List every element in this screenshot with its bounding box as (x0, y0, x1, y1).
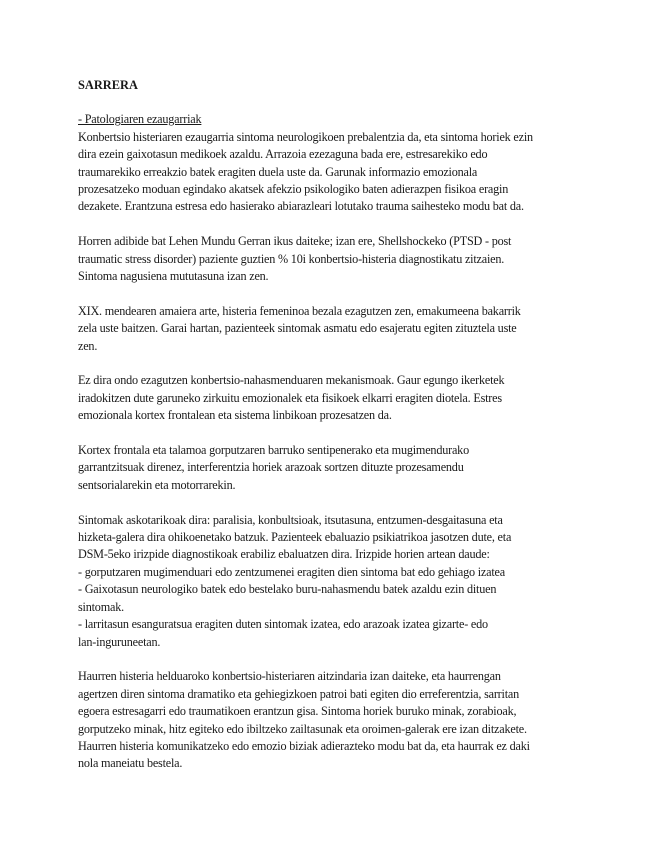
paragraph-line: hizketa-galera dira ohikoenetako batzuk. Pazienteek ebaluazio psikiatrikoa jasotzen dute, eta (78, 530, 512, 545)
paragraph-line: Kortex frontala eta talamoa gorputzaren barruko sentipenerako eta mugimendurako (78, 443, 469, 458)
document-title: SARRERA (78, 78, 138, 92)
paragraph-line: prozesatzeko moduan egindako akatsek afekzio psikologiko baten adierazpen fisikoa eragin (78, 182, 509, 197)
paragraph-line: traumarekiko erreakzio batek eragiten duela uste da. Garunak informazio emozionala (78, 164, 478, 179)
paragraph-line: garrantzitsuak direnez, interferentzia horiek arazoak sortzen dituzte prozesamendu (78, 460, 464, 475)
paragraph-line: nola maneiatu bestela. (78, 756, 183, 771)
paragraph (78, 442, 578, 494)
paragraph-line: - Gaixotasun neurologiko batek edo bestelako buru-nahasmendu batek azaldu ezin dituen (78, 582, 497, 597)
section-subtitle: - Patologiaren ezaugarriak (78, 112, 202, 127)
paragraph-line: agertzen diren sintoma dramatiko eta gehiegizkoen patroi bati egiten dio erreferentzia, sarritan (78, 686, 520, 701)
paragraph-line: egoera estresagarri edo traumatikoen erantzun gisa. Sintoma horiek buruko minak, zorabioak, (78, 704, 517, 719)
paragraph-line: XIX. mendearen amaiera arte, histeria femeninoa bezala ezagutzen zen, emakumeena bakarrik (78, 303, 521, 318)
paragraph-line: emozionala kortex frontalean eta sistema linbikoan prozesatzen da. (78, 408, 392, 423)
paragraph (78, 668, 578, 772)
paragraph (78, 372, 578, 424)
paragraph-line: dira ezein gaixotasun medikoek azaldu. Arrazoia ezezaguna bada ere, estresarekiko edo (78, 147, 488, 162)
paragraph-line: Horren adibide bat Lehen Mundu Gerran ikus daiteke; izan ere, Shellshockeko (PTSD - post (78, 234, 512, 249)
paragraph (78, 303, 578, 355)
paragraph-line: traumatic stress disorder) paziente guztien % 10i konbertsio-histeria diagnostikatu zitzaien. (78, 251, 505, 266)
paragraph-line: gorputzeko minak, hitz egiteko edo ibiltzeko zailtasunak eta oroimen-galerak ere izan ditzakete. (78, 721, 527, 736)
paragraph-line: Sintoma nagusiena mututasuna izan zen. (78, 269, 269, 284)
paragraph-line: - gorputzaren mugimenduari edo zentzumenei eragiten dien sintoma bat edo gehiago izatea (78, 564, 505, 579)
paragraph (78, 233, 578, 285)
document-body (78, 77, 578, 790)
paragraph-line: iradokitzen dute garuneko zirkuitu emozionalek eta fisikoek elkarri eragiten diotela. Estres (78, 390, 502, 405)
paragraph-line: sintomak. (78, 599, 124, 614)
paragraph-line: DSM-5eko irizpide diagnostikoak erabiliz ebaluatzen dira. Irizpide horien artean daude: (78, 547, 490, 562)
paragraph-line: Haurren histeria helduaroko konbertsio-histeriaren aitzindaria izan daiteke, eta haurrengan (78, 669, 501, 684)
paragraph-line: Ez dira ondo ezagutzen konbertsio-nahasmenduaren mekanismoak. Gaur egungo ikerketek (78, 373, 505, 388)
paragraph (78, 512, 578, 651)
paragraph-line: Sintomak askotarikoak dira: paralisia, konbultsioak, itsutasuna, entzumen-desgaitasuna eta (78, 512, 503, 527)
paragraph-line: lan-inguruneetan. (78, 634, 161, 649)
paragraph-line: dezakete. Erantzuna estresa edo hasierako abiarazleari lotutako trauma saihesteko modu bat da. (78, 199, 524, 214)
paragraph (78, 129, 578, 216)
paragraph-line: - larritasun esanguratsua eragiten duten sintomak izatea, edo arazoak izatea gizarte- edo (78, 617, 488, 632)
paragraph-line: Haurren histeria komunikatzeko edo emozio biziak adierazteko modu bat da, eta haurrak ez daki (78, 738, 530, 753)
paragraph-line: Konbertsio histeriaren ezaugarria sintoma neurologikoen prebalentzia da, eta sintoma horiek ezin (78, 129, 533, 144)
paragraph-line: sentsorialarekin eta motorrarekin. (78, 477, 236, 492)
paragraph-line: zen. (78, 338, 98, 353)
paragraph-line: zela uste baitzen. Garai hartan, pazienteek sintomak asmatu edo esajeratu egiten zituztela uste (78, 321, 517, 336)
